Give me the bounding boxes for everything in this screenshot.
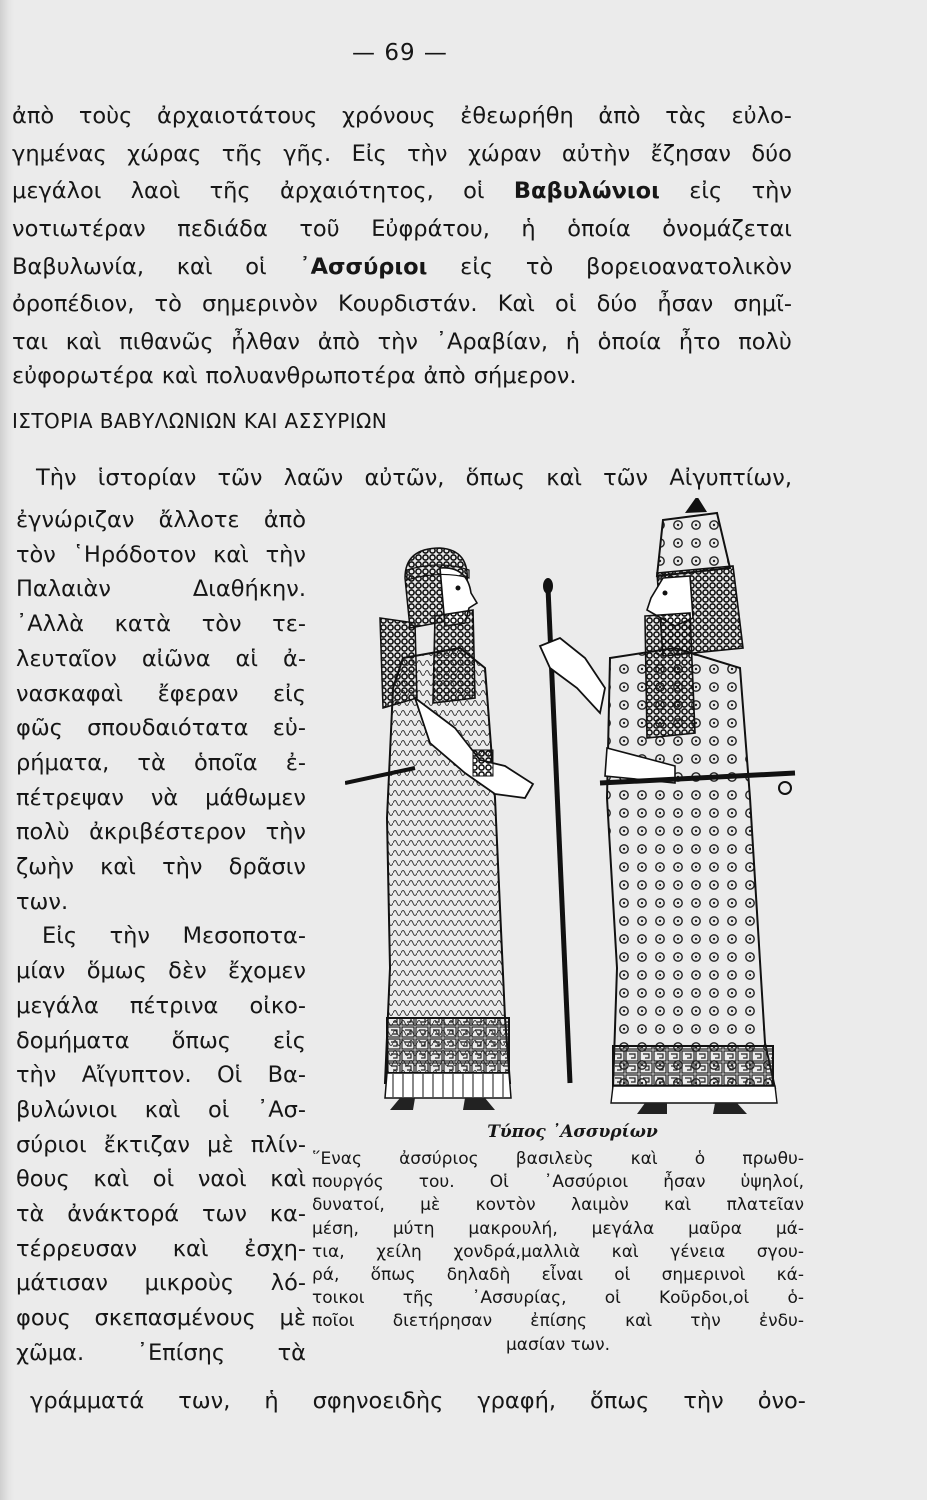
column-line: Παλαιὰν Διαθήκην.: [16, 576, 306, 603]
paragraph-line: εὐφορωτέρα καὶ πολυανθρωποτέρα ἀπὸ σήμερον.: [12, 363, 577, 389]
minister-figure: [345, 548, 533, 1110]
paragraph-line: νοτιωτέραν πεδιάδα τοῦ Εὐφράτου, ἡ ὁποία ὀνομάζεται: [12, 216, 792, 242]
caption-line: μασίαν των.: [505, 1334, 611, 1355]
column-line: πέτρεψαν νὰ μάθωμεν: [16, 784, 306, 811]
column-line: χῶμα. ᾿Επίσης τὰ: [16, 1339, 306, 1366]
column-line: φῶς σπουδαιότατα εὑ-: [16, 715, 306, 742]
column-line: νασκαφαὶ ἔφεραν εἰς: [16, 680, 306, 707]
king-figure: [540, 498, 795, 1114]
column-line: ᾿Αλλὰ κατὰ τὸν τε-: [16, 611, 306, 638]
caption-line: ρά, ὅπως δηλαδὴ εἶναι οἱ σημερινοὶ κά-: [312, 1265, 804, 1285]
paragraph-line: Βαβυλωνία, καὶ οἱ ᾿Ασσύριοι εἰς τὸ βορειοανατολικὸν: [12, 254, 792, 280]
paragraph-line: γημένας χώρας τῆς γῆς. Εἰς τὴν χώραν αὐτὴν ἔζησαν δύο: [12, 141, 792, 167]
column-line: δομήματα ὅπως εἰς: [16, 1027, 306, 1054]
column-line: θους καὶ οἱ ναοὶ καὶ: [16, 1166, 306, 1193]
assyrian-relief-illustration: [345, 498, 800, 1120]
caption-line: πουργός του. Οἱ ᾿Ασσύριοι ἦσαν ὑψηλοί,: [312, 1172, 804, 1193]
column-line: ἐγνώριζαν ἄλλοτε ἀπὸ: [16, 507, 306, 533]
paragraph-line: μεγάλοι λαοὶ τῆς ἀρχαιότητος, οἱ Βαβυλώνιοι εἰς τὴν: [12, 178, 792, 204]
paragraph-line: ται καὶ πιθανῶς ἦλθαν ἀπὸ τὴν ᾿Αραβίαν, ἡ ὁποία ἦτο πολὺ: [12, 329, 792, 355]
bottom-line: γράμματά των, ἡ σφηνοειδὴς γραφή, ὅπως τὴν ὀνο-: [30, 1388, 806, 1414]
column-line: λευταῖον αἰῶνα αἱ ἀ-: [16, 645, 306, 672]
column-line: σύριοι ἔκτιζαν μὲ πλίν-: [16, 1131, 306, 1158]
column-line: ρήματα, τὰ ὁποῖα ἐ-: [16, 749, 306, 776]
column-line: τὸν ῾Ηρόδοτον καὶ τὴν: [16, 541, 306, 568]
column-line: βυλώνιοι καὶ οἱ ᾿Ασ-: [16, 1096, 306, 1123]
column-line: τέρρευσαν καὶ ἐσχη-: [16, 1235, 306, 1262]
column-line: πολὺ ἀκριβέστερον τὴν: [16, 819, 306, 846]
caption-line: δυνατοί, μὲ κοντὸν λαιμὸν καὶ πλατεῖαν: [312, 1195, 804, 1216]
column-line: μίαν ὅμως δὲν ἔχομεν: [16, 958, 306, 985]
column-line: ζωὴν καὶ τὴν δρᾶσιν: [16, 854, 306, 880]
figure-caption-title: Τύπος ᾿Ασσυρίων: [487, 1122, 658, 1142]
caption-line: ῞Ενας ἀσσύριος βασιλεὺς καὶ ὁ πρωθυ-: [312, 1149, 804, 1169]
column-line: φους σκεπασμένους μὲ: [16, 1305, 306, 1332]
section-heading: ΙΣΤΟΡΙΑ ΒΑΒΥΛΩΝΙΩΝ ΚΑΙ ΑΣΣΥΡΙΩΝ: [12, 409, 388, 433]
column-line: μάτισαν μικροὺς λό-: [16, 1270, 306, 1297]
paragraph-line: ἀπὸ τοὺς ἀρχαιοτάτους χρόνους ἐθεωρήθη ἀπὸ τὰς εὐλο-: [12, 103, 792, 129]
intro-line: Τὴν ἱστορίαν τῶν λαῶν αὐτῶν, ὅπως καὶ τῶν Αἰγυπτίων,: [36, 465, 792, 491]
caption-line: τοικοι τῆς ᾿Ασσυρίας, οἱ Κοῦρδοι,οἱ ὁ-: [312, 1288, 804, 1309]
column-line: τὴν Αἴγυπτον. Οἱ Βα-: [16, 1062, 306, 1089]
page-number: — 69 —: [352, 40, 448, 66]
column-line: των.: [16, 888, 69, 915]
column-line: τὰ ἀνάκτορά των κα-: [16, 1201, 306, 1227]
caption-line: μέση, μύτη μακρουλή, μεγάλα μαῦρα μά-: [312, 1218, 804, 1239]
caption-line: ποῖοι διετήρησαν ἐπίσης καὶ τὴν ἐνδυ-: [312, 1311, 804, 1332]
column-line: Εἰς τὴν Μεσοποτα-: [42, 923, 306, 950]
caption-line: τια, χείλη χονδρά,μαλλιὰ καὶ γένεια σγου-: [312, 1241, 804, 1262]
column-line: μεγάλα πέτρινα οἰκο-: [16, 992, 306, 1019]
paragraph-line: ὀροπέδιον, τὸ σημερινὸν Κουρδιστάν. Καὶ οἱ δύο ἦσαν σημῖ-: [12, 291, 792, 317]
